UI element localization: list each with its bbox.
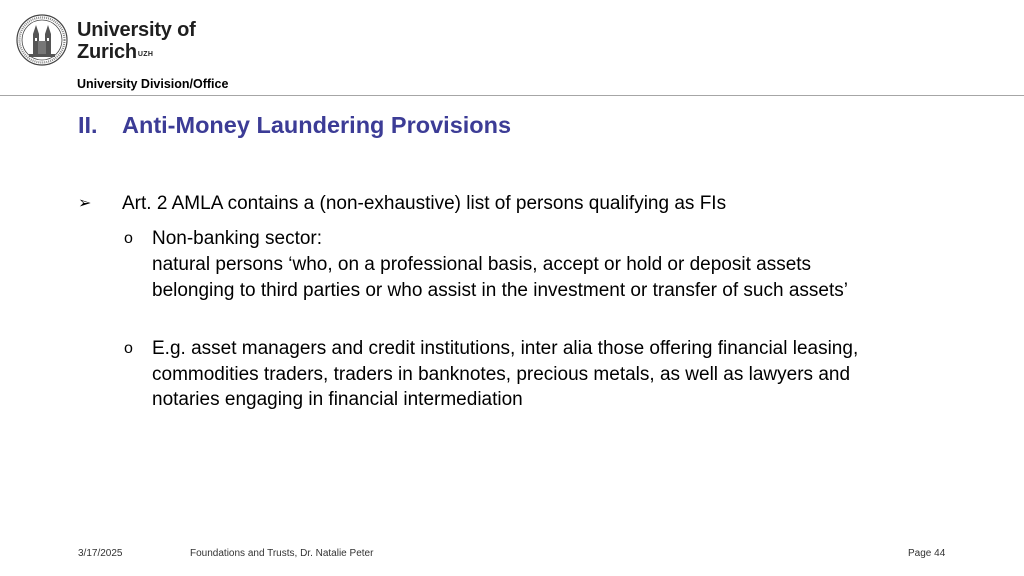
university-wordmark [77,19,196,63]
sub-bullet-1-line2: natural persons ‘who, on a professional basis, accept or hold or deposit assets [152,254,812,275]
title-text: Anti-Money Laundering Provisions [122,112,512,138]
wordmark-zurich: Zurich [77,41,137,63]
slide-title [78,112,511,139]
header-divider [0,95,1024,96]
sub-bullet-1-line3: belonging to third parties or who assist in the investment or transfer of such assets’ [152,280,848,301]
wordmark-line1: University of [77,19,196,41]
footer-page-number: Page 44 [908,548,946,559]
division-label: University Division/Office [77,77,229,91]
university-seal-logo [16,14,68,66]
sub-bullet-2-line1: E.g. asset managers and credit institutions, inter alia those offering financial leasing, [152,338,859,359]
wordmark-line2 [77,41,196,63]
wordmark-uzh: UZH [137,51,154,58]
footer-course: Foundations and Trusts, Dr. Natalie Peter [190,548,374,559]
arrow-bullet-icon: ➢ [78,195,92,212]
sub-bullet-2-line2: commodities traders, traders in banknotes, precious metals, as well as lawyers and [152,364,851,385]
circle-bullet-icon: o [124,340,133,357]
circle-bullet-icon: o [124,230,133,247]
title-number: II. [78,112,98,138]
footer-date: 3/17/2025 [78,548,123,559]
main-bullet-text: Art. 2 AMLA contains a (non-exhaustive) list of persons qualifying as FIs [122,193,727,214]
sub-bullet-1-line1: Non-banking sector: [152,228,323,249]
sub-bullet-2-line3: notaries engaging in financial intermediation [152,389,523,410]
